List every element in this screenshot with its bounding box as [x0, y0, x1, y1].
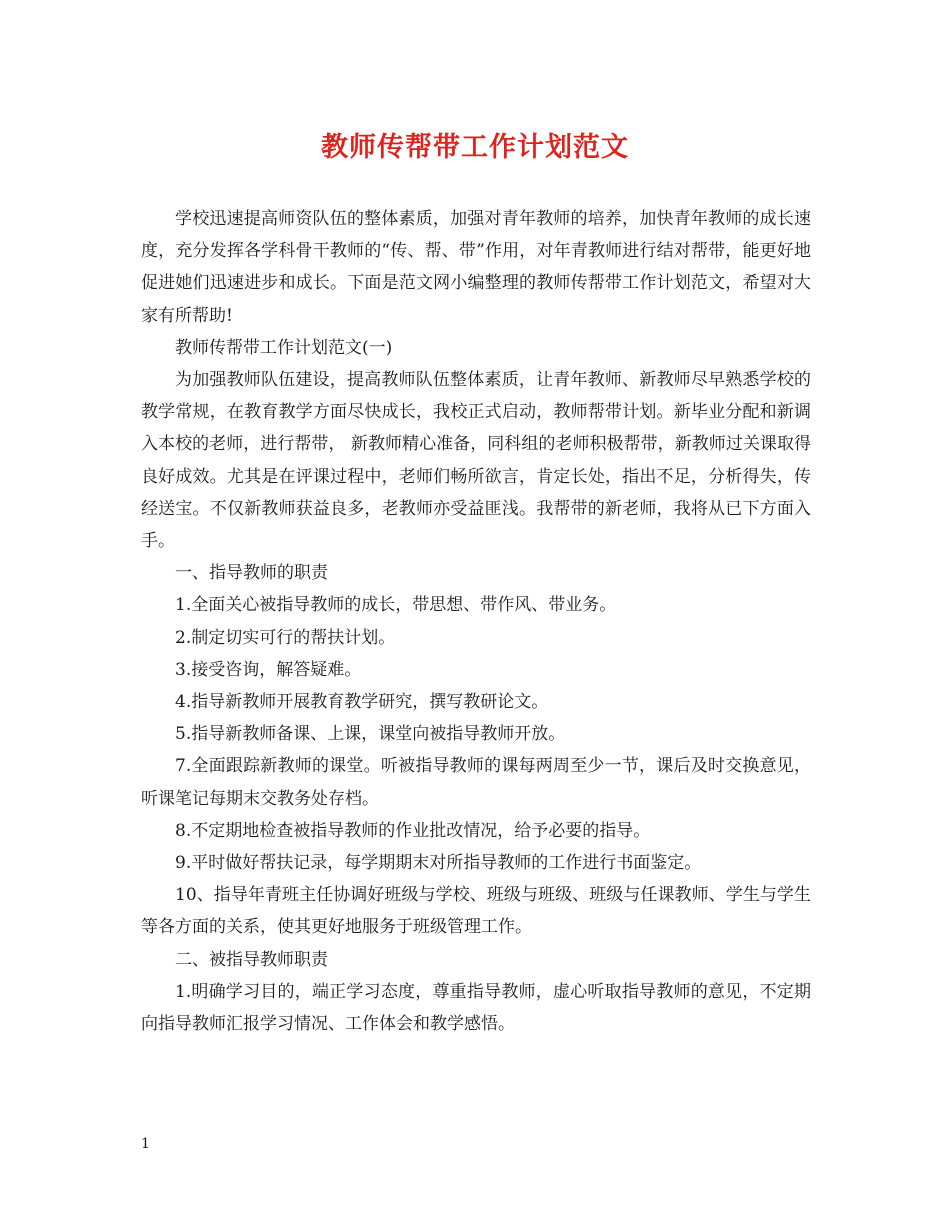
- paragraph-background: 为加强教师队伍建设，提高教师队伍整体素质，让青年教师、新教师尽早熟悉学校的教学常规，在教育教学方面尽快成长，我校正式启动，教师帮带计划。新毕业分配和新调入本校的老师，进行帮带， 新教师精心准备，同科组的老师积极帮带，新教师过关课取得良好成效。尤其是在评课过程中，老师们畅所欲言，肯定长处，指出不足，分析得失，传经送宝。不仅新教师获益良多，老教师亦受益匪浅。我帮带的新老师，我将从已下方面入手。: [141, 370, 811, 552]
- list-item: 8.不定期地检查被指导教师的作业批改情况，给予必要的指导。: [175, 820, 651, 841]
- heading-mentor-duties: 一、指导教师的职责: [175, 563, 328, 584]
- list-item: 3.接受咨询，解答疑难。: [175, 659, 362, 680]
- paragraph-intro: 学校迅速提高师资队伍的整体素质，加强对青年教师的培养，加快青年教师的成长速度，充分发挥各学科骨干教师的“传、帮、带”作用，对年青教师进行结对帮带，能更好地促进她们迅速进步和成长。下面是范文网小编整理的教师传帮带工作计划范文，希望对大家有所帮助!: [141, 209, 811, 326]
- list-item: 10、指导年青班主任协调好班级与学校、班级与班级、班级与任课教师、学生与学生等各方面的关系，使其更好地服务于班级管理工作。: [141, 885, 811, 938]
- document-body: [141, 203, 811, 1040]
- document-title: 教师传帮带工作计划范文: [321, 132, 629, 163]
- paragraph-section-heading: 教师传帮带工作计划范文(一): [175, 337, 393, 358]
- list-item: 1.全面关心被指导教师的成长，带思想、带作风、带业务。: [175, 595, 617, 616]
- heading-mentee-duties: 二、被指导教师职责: [175, 949, 328, 970]
- list-item: 2.制定切实可行的帮扶计划。: [175, 627, 396, 648]
- list-item: 7.全面跟踪新教师的课堂。听被指导教师的课每两周至少一节，课后及时交换意见，听课笔记每期末交教务处存档。: [141, 756, 811, 809]
- list-item: 5.指导新教师备课、上课，课堂向被指导教师开放。: [175, 724, 566, 745]
- page-number: 1: [141, 1136, 150, 1152]
- list-item: 1.明确学习目的，端正学习态度，尊重指导教师，虚心听取指导教师的意见，不定期向指导教师汇报学习情况、工作体会和教学感悟。: [141, 981, 811, 1035]
- list-item: 4.指导新教师开展教育教学研究，撰写教研论文。: [175, 692, 549, 713]
- list-item: 9.平时做好帮扶记录，每学期期末对所指导教师的工作进行书面鉴定。: [175, 853, 702, 874]
